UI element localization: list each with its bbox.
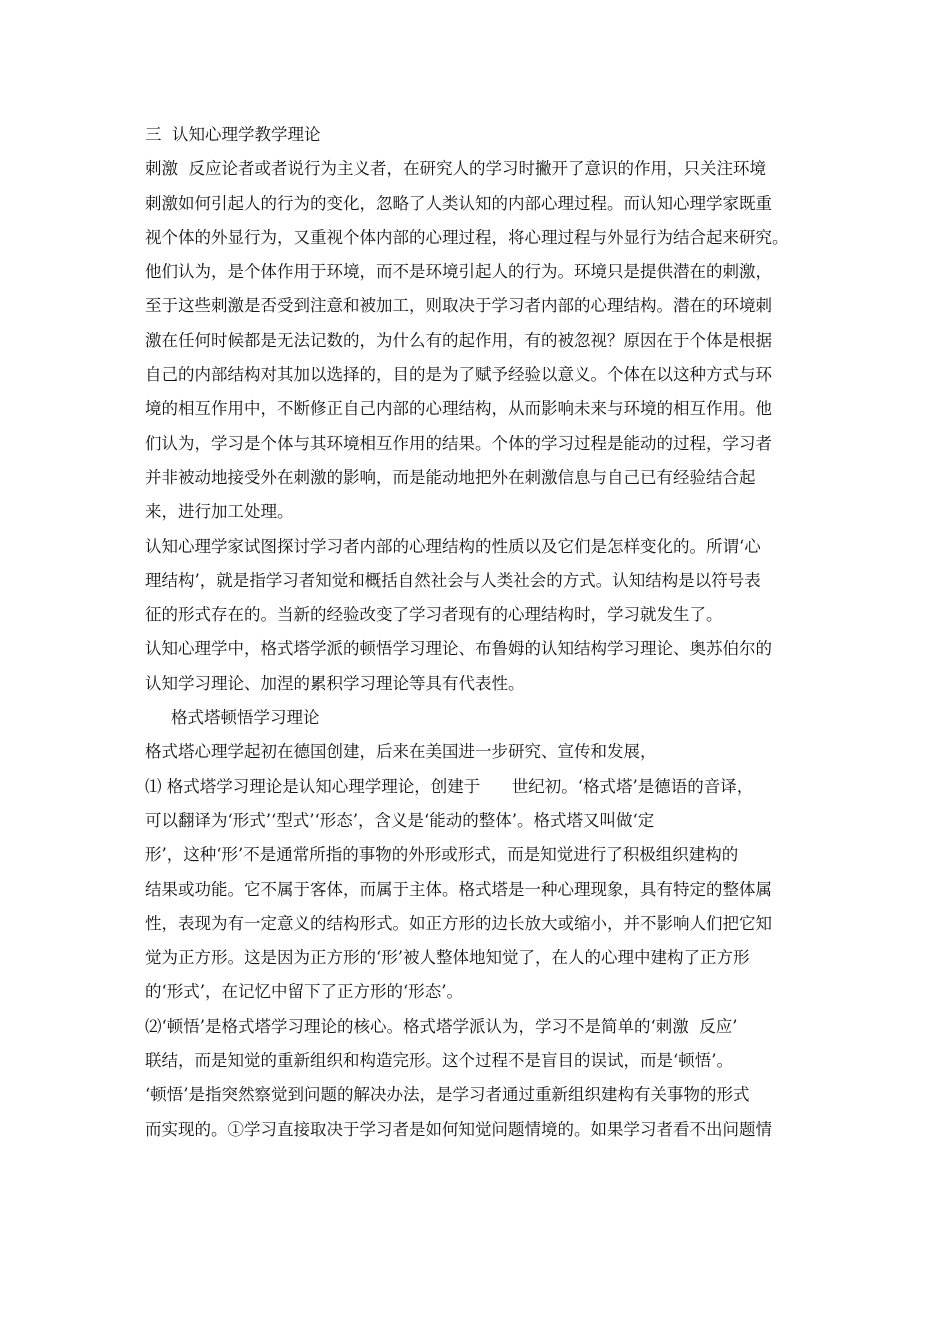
paragraph-gestalt-definition xyxy=(145,770,810,1010)
paragraph-gestalt-origin xyxy=(145,735,810,769)
paragraph-insight xyxy=(145,1010,810,1147)
subheading-gestalt: 格式塔顿悟学习理论 xyxy=(171,708,320,728)
text-line: 形’，这种‘形’不是通常所指的事物的外形或形式，而是知觉进行了积极组织建构的 xyxy=(145,845,739,865)
text-line: 至于这些刺激是否受到注意和被加工，则取决于学习者内部的心理结构。潜在的环境刺 xyxy=(145,296,772,316)
paragraph-behaviorism-vs-cognitive xyxy=(145,152,810,529)
text-line: 自己的内部结构对其加以选择的，目的是为了赋予经验以意义。个体在以这种方式与环 xyxy=(145,365,772,385)
text-line: 境的相互作用中，不断修正自己内部的心理结构，从而影响未来与环境的相互作用。他 xyxy=(145,399,772,419)
document-body xyxy=(145,118,810,1147)
text-line: 们认为，学习是个体与其环境相互作用的结果。个体的学习过程是能动的过程，学习者 xyxy=(145,433,772,453)
text-line: 联结，而是知觉的重新组织和构造完形。这个过程不是盲目的误试，而是‘顿悟’。 xyxy=(145,1051,733,1071)
text-line: ⑴ 格式塔学习理论是认知心理学理论，创建于 世纪初。‘格式塔’是德语的音译， xyxy=(145,776,754,796)
text-line: 刺激如何引起人的行为的变化，忽略了人类认知的内部心理过程。而认知心理学家既重 xyxy=(145,193,772,213)
text-line: 性，表现为有一定意义的结构形式。如正方形的边长放大或缩小，并不影响人们把它知 xyxy=(145,913,772,933)
section-heading: 三 认知心理学教学理论 xyxy=(145,125,321,144)
paragraph-mental-structure xyxy=(145,530,810,633)
text-line: 结果或功能。它不属于客体，而属于主体。格式塔是一种心理现象，具有特定的整体属 xyxy=(145,879,772,899)
text-line: 来，进行加工处理。 xyxy=(145,502,294,522)
text-line: 格式塔心理学起初在德国创建，后来在美国进一步研究、宣传和发展， xyxy=(145,742,657,762)
text-line: 的‘形式’，在记忆中留下了正方形的‘形态’。 xyxy=(145,982,463,1002)
text-line: 而实现的。①学习直接取决于学习者是如何知觉问题情境的。如果学习者看不出问题情 xyxy=(145,1119,772,1139)
text-line: 并非被动地接受外在刺激的影响，而是能动地把外在刺激信息与自己已有经验结合起 xyxy=(145,467,756,487)
text-line: 刺激 反应论者或者说行为主义者，在研究人的学习时撇开了意识的作用，只关注环境 xyxy=(145,159,766,179)
text-line: 认知学习理论、加涅的累积学习理论等具有代表性。 xyxy=(145,673,525,693)
paragraph-representative-theories xyxy=(145,632,810,701)
text-line: 理结构’，就是指学习者知觉和概括自然社会与人类社会的方式。认知结构是以符号表 xyxy=(145,570,761,590)
text-line: 视个体的外显行为，又重视个体内部的心理过程，将心理过程与外显行为结合起来研究。 xyxy=(145,227,789,247)
text-line: ⑵‘顿悟’是格式塔学习理论的核心。格式塔学派认为，学习不是简单的‘刺激 反应’ xyxy=(145,1016,738,1036)
text-line: 认知心理学家试图探讨学习者内部的心理结构的性质以及它们是怎样变化的。所谓‘心 xyxy=(145,536,761,556)
text-line: 认知心理学中，格式塔学派的顿悟学习理论、布鲁姆的认知结构学习理论、奥苏伯尔的 xyxy=(145,639,772,659)
text-line: 激在任何时候都是无法记数的，为什么有的起作用，有的被忽视？原因在于个体是根据 xyxy=(145,330,772,350)
text-line: 征的形式存在的。当新的经验改变了学习者现有的心理结构时，学习就发生了。 xyxy=(145,605,723,625)
text-line: ‘顿悟’是指突然察觉到问题的解决办法，是学习者通过重新组织建构有关事物的形式 xyxy=(145,1085,750,1105)
text-line: 可以翻译为‘形式’‘型式’‘形态’，含义是‘能动的整体’。格式塔又叫做‘定 xyxy=(145,810,655,830)
text-line: 他们认为，是个体作用于环境，而不是环境引起人的行为。环境只是提供潜在的刺激， xyxy=(145,262,772,282)
text-line: 觉为正方形。这是因为正方形的‘形’被人整体地知觉了，在人的心理中建构了正方形 xyxy=(145,948,750,968)
